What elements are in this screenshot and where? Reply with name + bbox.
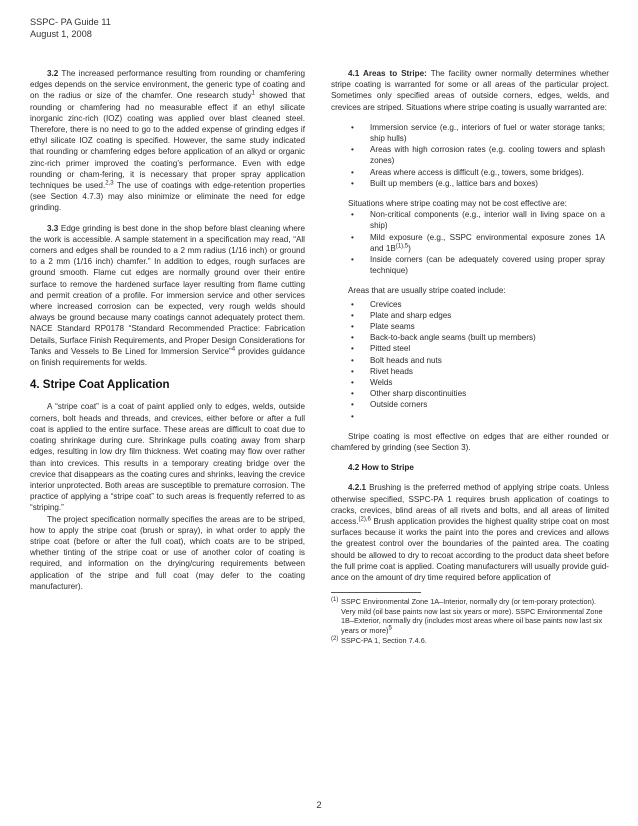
left-column bbox=[30, 68, 305, 601]
list-item: • Pitted steel bbox=[331, 343, 609, 354]
paragraph-3-2: 3.2 The increased performance resulting from rounding or chamfering edges depends on the service environment, the generic type of coating and on the radius or size of the chamfer. One research study$^1$ showed that rounding or chamfering had no measurable effect if an ethyl silicate inorganic zinc-rich (IOZ) coating was applied over blast cleaned steel. Therefore, there is no need to go to the added expense of grinding edges if ethyl silicate IOZ coating is specified. However, the same study indicated that rounding or chamfering edges before application of an alkyd or organic zinc-rich primer improved the coating’s performance. Even with edge rounding or cham-fering, it is necessary that proper spray application techniques be used.$^{2,3}$ The use of coatings with edge-retention properties (see Section 4.7.3) may also minimize or eliminate the need for edge grinding. bbox=[30, 69, 305, 213]
section-number: 3.3 bbox=[47, 223, 59, 233]
list-item: • Built up members (e.g., lattice bars and boxes) bbox=[331, 178, 609, 189]
list-item: • Inside corners (can be adequately covered using proper spray technique) bbox=[331, 254, 609, 276]
paragraph-stripe-coat-definition: A “stripe coat” is a coat of paint applied only to edges, welds, outside corners, bolt heads and threads, and crevices, either before or after a full coat is applied to the entire surface. These areas are difficult to coat due to coating shrinkage during cure. Shrinkage pulls coating away from sharp edges, resulting in low dry film thickness. Wet coating may flow over rather than into crevices. This results in a temporary creating bridge over the crevice that disappears as the coating cures and shrinks, leaving the crevice interior unprotected. Both areas are susceptible to premature corrosion. The practice of applying a “stripe coat” to such areas is frequently referred to as “striping.” bbox=[30, 402, 305, 513]
section-heading: 4. Stripe Coat Application bbox=[30, 379, 170, 392]
subsection-heading: 4.1 Areas to Stripe: bbox=[348, 69, 427, 78]
paragraph-project-specification: The project specification normally specifies the areas are to be striped, how to apply the stripe coat (brush or spray), in what order to apply the stripe coat (before or after the full coat), which coats are to be striped, whether tinting of the stripe coat or use of another color of coating is required, and information on the drying/curing requirements between application of the stripe and full coat (may defer to the coating manufacturer). bbox=[30, 514, 305, 591]
list-item: • Areas where access is difficult (e.g., towers, some bridges). bbox=[331, 167, 609, 178]
paragraph-4-1: 4.1 Areas to Stripe: The facility owner normally determines whether stripe coating is warranted for some or all areas of the particular project. Sometimes only specified areas of outside corners, edges, welds, and crevices are striped. Situations where stripe coating is usually warranted are: bbox=[331, 69, 609, 112]
list-item: • Crevices bbox=[331, 299, 609, 310]
footnote-ref: 1 bbox=[251, 90, 256, 97]
list-item: • Immersion service (e.g., interiors of fuel or water storage tanks; ship hulls) bbox=[331, 122, 609, 144]
footnote-ref: (2),6 bbox=[358, 516, 371, 523]
header-date: August 1, 2008 bbox=[30, 29, 92, 39]
footnote-mark: (1) bbox=[331, 597, 339, 604]
usually-striped-intro: Areas that are usually stripe coated include: bbox=[348, 286, 506, 296]
footnote: (1) SSPC Environmental Zone 1A–Interior, normally dry (or tem-porary protection). Very mild (oil base paints now last six years or more). SSPC Environmental Zone 1B–Exterior, normally dry (includes most areas where oil base paints now last six years or more)$^5$ bbox=[331, 597, 603, 635]
usually-striped-list bbox=[331, 299, 609, 422]
list-item: • Back-to-back angle seams (built up members) bbox=[331, 332, 609, 343]
footnote-mark: (2) bbox=[331, 635, 339, 642]
section-number: 4.2.1 bbox=[348, 483, 367, 493]
warranted-list bbox=[331, 122, 609, 189]
footnote-divider bbox=[331, 592, 421, 593]
paragraph-3-3: 3.3 Edge grinding is best done in the shop before blast cleaning where the work is accessible. A sample statement in a specification may read, “All corners and edges shall be rounded to a 2 mm radius (1/16 inch) or ground to a 2 mm (1/16 inch) chamfer.” In addition to edges, rough surfaces are ground smooth. Flame cut edges are normally ground over their entire surface to remove the hardened surface layer resulting from flame cutting and permit creation of a profile. For immersion service and other services where increased corrosion can be expected, very rough welds should always be ground because many coatings cannot adequately protect them. NACE Standard RP0178 “Standard Recommended Practice: Fabrication Details, Surface Finish Requirements, and Proper Design Considerations for Tanks and Vessels to Be Lined for Immersion Service”$^4$ provides guidance on finish requirements for welds. bbox=[30, 223, 305, 368]
header-guide-title: SSPC- PA Guide 11 bbox=[30, 17, 111, 27]
paragraph-4-2-1: 4.2.1 Brushing is the preferred method of applying stripe coats. Unless otherwise specified, SSPC-PA 1 requires brush application of coatings to cracks, crevices, blind areas of all rivets and bolts, and all areas of limited access.$^{(2),6}$ Brush application provides the highest quality stripe coat on most surfaces because it works the paint into the pores and crevices and allows the greatest control over the boundaries of the painted area. The coating should be allowed to dry to recoat according to the product data sheet before the full prime coat is applied. Coating manufacturers will usually provide guid-ance on the amount of dry time required before application of bbox=[331, 483, 609, 582]
list-item: • Areas with high corrosion rates (e.g. cooling towers and splash zones) bbox=[331, 144, 609, 166]
footnote-ref: 4 bbox=[231, 346, 236, 353]
list-item bbox=[331, 411, 609, 422]
not-cost-effective-intro: Situations where stripe coating may not be cost effective are: bbox=[348, 199, 567, 209]
list-item: • Outside corners bbox=[331, 399, 609, 410]
footnote-ref: (1),5 bbox=[395, 243, 409, 250]
list-item: • Welds bbox=[331, 377, 609, 388]
list-item: • Non-critical components (e.g., interior wall in living space on a ship) bbox=[331, 209, 609, 231]
not-cost-effective-list bbox=[331, 209, 609, 276]
footnote-ref: 2,3 bbox=[105, 180, 114, 187]
list-item: • Bolt heads and nuts bbox=[331, 355, 609, 366]
list-item: • Mild exposure (e.g., SSPC environmental exposure zones 1A and $1B^{(1),5}$) bbox=[331, 232, 609, 254]
footnote: (2) SSPC-PA 1, Section 7.4.6. bbox=[331, 635, 427, 645]
right-column bbox=[331, 68, 609, 645]
list-item: • Plate and sharp edges bbox=[331, 310, 609, 321]
section-number: 3.2 bbox=[47, 69, 59, 78]
list-item: • Other sharp discontinuities bbox=[331, 388, 609, 399]
running-header bbox=[30, 16, 111, 40]
subsection-heading-4-2: 4.2 How to Stripe bbox=[348, 463, 414, 473]
page-number: 2 bbox=[316, 800, 322, 811]
paragraph-most-effective: Stripe coating is most effective on edges that are either rounded or chamfered by grinding (see Section 3). bbox=[331, 431, 609, 452]
list-item: • Rivet heads bbox=[331, 366, 609, 377]
list-item: • Plate seams bbox=[331, 321, 609, 332]
